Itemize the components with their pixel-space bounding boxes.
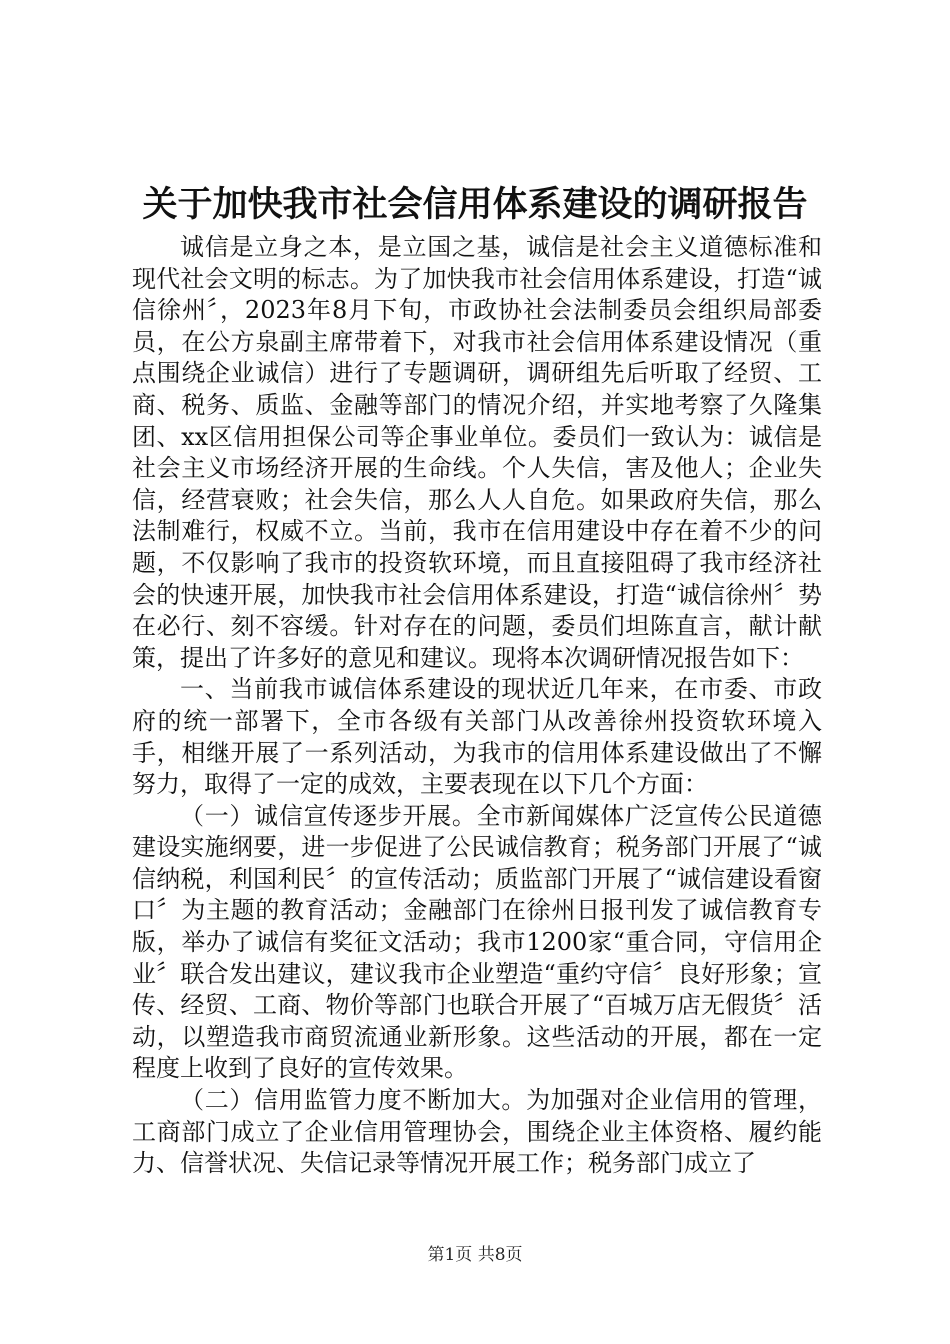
paragraph-intro: 诚信是立身之本，是立国之基，诚信是社会主义道德标准和现代社会文明的标志。为了加快我市社会信用体系建设，打造“诚信徐州〞，2023年8月下旬，市政协社会法制委员会组织局部委员，在公方泉副主席带着下，对我市社会信用体系建设情况（重点围绕企业诚信）进行了专题调研，调研组先后听取了经贸、工商、税务、质监、金融等部门的情况介绍，并实地考察了久隆集团、xx区信用担保公司等企事业单位。委员们一致认为：诚信是社会主义市场经济开展的生命线。个人失信，害及他人；企业失信，经营衰败；社会失信，那么人人自危。如果政府失信，那么法制难行，权威不立。当前，我市在信用建设中存在着不少的问题，不仅影响了我市的投资软环境，而且直接阻碍了我市经济社会的快速开展，加快我市社会信用体系建设，打造“诚信徐州〞势在必行、刻不容缓。针对存在的问题，委员们坦陈直言，献计献策，提出了许多好的意见和建议。现将本次调研情况报告如下： bbox=[132, 233, 822, 672]
document-title: 关于加快我市社会信用体系建设的调研报告 bbox=[142, 184, 808, 225]
paragraph-subsection-1: （一）诚信宣传逐步开展。全市新闻媒体广泛宣传公民道德建设实施纲要，进一步促进了公民诚信教育；税务部门开展了“诚信纳税，利国利民〞的宣传活动；质监部门开展了“诚信建设看窗口〞为主题的教育活动；金融部门在徐州日报刊发了诚信教育专版，举办了诚信有奖征文活动；我市1200家“重合同，守信用企业〞联合发出建议，建议我市企业塑造“重约守信〞良好形象；宣传、经贸、工商、物价等部门也联合开展了“百城万店无假货〞活动，以塑造我市商贸流通业新形象。这些活动的开展，都在一定程度上收到了良好的宣传效果。 bbox=[132, 801, 822, 1083]
paragraph-subsection-2: （二）信用监管力度不断加大。为加强对企业信用的管理，工商部门成立了企业信用管理协会，围绕企业主体资格、履约能力、信誉状况、失信记录等情况开展工作；税务部门成立了 bbox=[132, 1086, 822, 1178]
document-body bbox=[132, 232, 822, 1180]
paragraph-section-1: 一、当前我市诚信体系建设的现状近几年来，在市委、市政府的统一部署下，全市各级有关部门从改善徐州投资软环境入手，相继开展了一系列活动，为我市的信用体系建设做出了不懈努力，取得了一定的成效，主要表现在以下几个方面： bbox=[132, 675, 822, 799]
page-number-footer: 第1页 共8页 bbox=[427, 1245, 523, 1265]
